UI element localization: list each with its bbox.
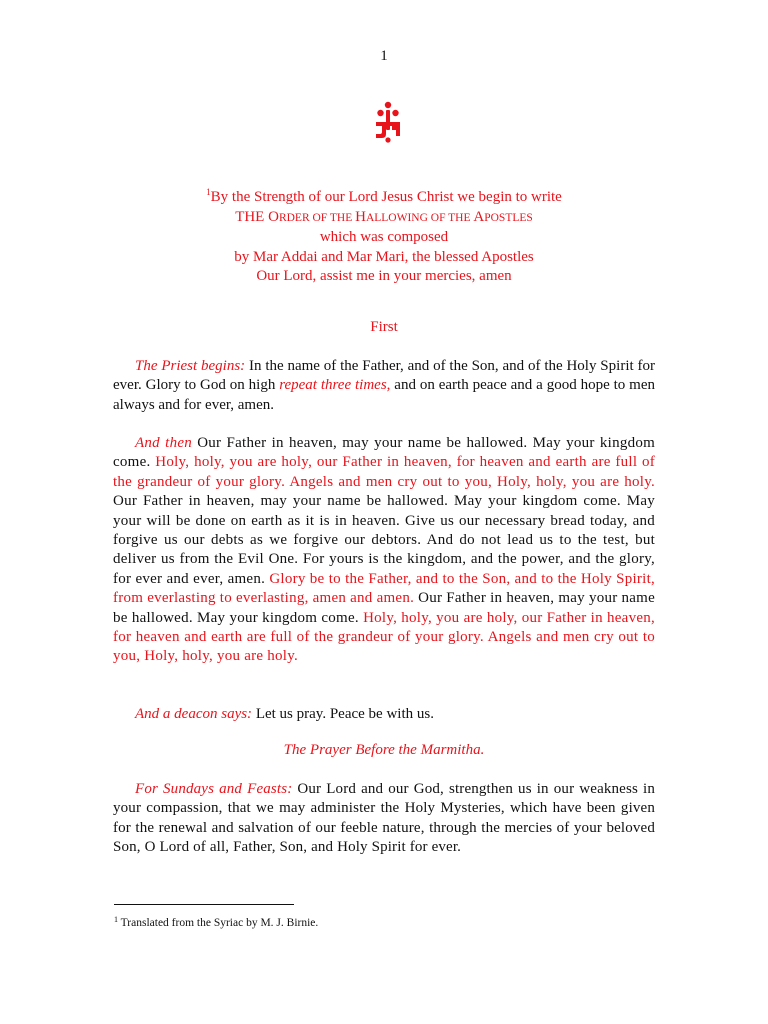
- rubric: And then: [135, 435, 192, 451]
- heading-line-5: Our Lord, assist me in your mercies, amen: [256, 268, 512, 284]
- footnote-divider: [114, 904, 294, 905]
- response-text: Holy, holy, you are holy, our Father in heaven, for heaven and earth are full of the grandeur of your glory. Angels and men cry out to you, Holy, holy, you are holy.: [113, 609, 655, 665]
- title-block: [114, 183, 654, 287]
- heading-line-1: $^1$By the Strength of our Lord Jesus Christ we begin to write: [206, 187, 562, 205]
- rubric: repeat three times,: [279, 377, 391, 394]
- response-text: Holy, holy, you are holy, our Father in heaven, for heaven and earth are full of the grandeur of your glory. Angels and men cry out to you, Holy, holy, you are holy.: [113, 454, 656, 490]
- prayer-title: The Prayer Before the Marmitha.: [283, 742, 485, 758]
- response-text: Glory be to the Father, and to the Son, and to the Holy Spirit, from everlasting to everlasting, amen and amen.: [113, 570, 655, 607]
- rubric: The Priest begins:: [135, 358, 246, 374]
- paragraph-sundays-feasts: For Sundays and Feasts: Our Lord and our God, strengthen us in our weakness in your compassion, that we may administer the Holy Mysteries, which have been given for the renewal and salvation of our feeble nature, through the mercies of your beloved Son, O Lord of all, Father, Son, and Holy Spirit for ever.: [113, 781, 655, 856]
- page-number: 1: [380, 48, 388, 64]
- heading-line-3: which was composed: [319, 229, 449, 245]
- syriac-cross-icon: [366, 100, 410, 144]
- rubric: And a deacon says:: [135, 706, 253, 722]
- paragraph-priest-begins: The Priest begins: In the name of the Father, and of the Son, and of the Holy Spirit for ever. Glory to God on high repeat three times, and on earth peace and a good hope to men always and for ever, amen.: [113, 358, 655, 413]
- section-title: First: [370, 319, 398, 335]
- rubric: For Sundays and Feasts:: [135, 781, 293, 797]
- paragraph-deacon: And a deacon says: Let us pray. Peace be with us.: [135, 706, 434, 722]
- paragraph-lords-prayer: And then Our Father in heaven, may your name be hallowed. May your kingdom come. Holy, holy, you are holy, our Father in heaven, for heaven and earth are full of the grandeur of your glory. Angels and men cry out to you, Holy, holy, you are holy. Our Father in heaven, may your name be hallowed. May your kingdom come. May your will be done on earth as it is in heaven. Give us our necessary bread today, and forgive us our debts as we forgive our debtors. And do not lead us to the test, but deliver us from the Evil One. For yours is the kingdom, and the power, and the glory, for ever and ever, amen. Glory be to the Father, and to the Son, and to the Holy Spirit, from everlasting to everlasting, amen and amen. Our Father in heaven, may your name be hallowed. May your kingdom come. Holy, holy, you are holy, our Father in heaven, for heaven and earth are full of the grandeur of your glory. Angels and men cry out to you, Holy, holy, you are holy.: [113, 435, 656, 665]
- footnote: $^1$ Translated from the Syriac by M. J. Birnie.: [114, 915, 319, 929]
- footnote-ref: 1: [206, 187, 211, 197]
- footnote-marker: 1: [114, 915, 118, 924]
- heading-line-2: THE ORDER OF THE HALLOWING OF THE APOSTLES: [235, 208, 533, 225]
- heading-line-4: by Mar Addai and Mar Mari, the blessed Apostles: [234, 248, 534, 265]
